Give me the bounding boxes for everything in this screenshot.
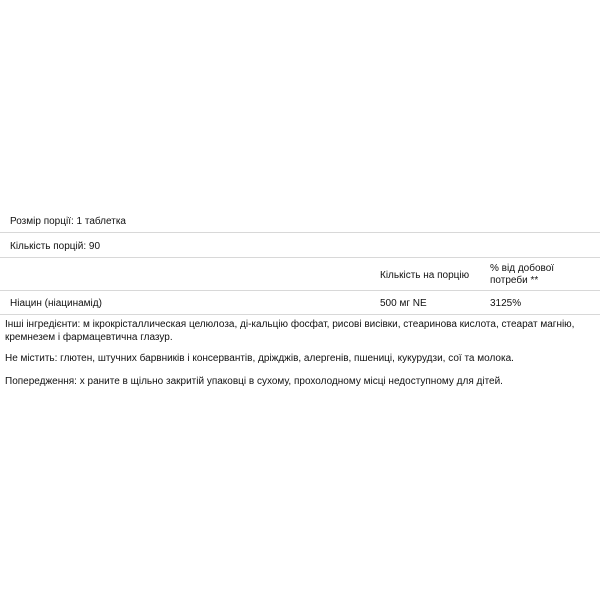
nutrient-amount: 500 мг NE: [380, 298, 427, 309]
free-of-text: Не містить: глютен, штучних барвників і консервантів, дріжджів, алергенів, пшениці, кукурудзи, сої та молока.: [5, 353, 514, 364]
table-header-row: [0, 258, 600, 291]
servings-per-container-text: Кількість порцій: 90: [10, 241, 101, 252]
amount-per-serving-header: Кількість на порцію: [380, 270, 470, 281]
serving-size-row: [0, 208, 600, 233]
nutrient-name: Ніацин (ніацинамід): [10, 298, 102, 309]
servings-per-container-row: [0, 233, 600, 258]
table-row: [0, 291, 600, 315]
other-ingredients-text: Інші інгредієнти: м ікрокрісталлическая целюлоза, ді-кальцію фосфат, рисові висівки, стеаринова кислота, стеарат магнію, кремнезем і фармацевтична глазур.: [5, 319, 575, 343]
nutrient-daily-value: 3125%: [490, 298, 522, 309]
storage-warning-text: Попередження: х раните в щільно закритій упаковці в сухому, прохолодному місці недоступному для дітей.: [5, 376, 503, 387]
serving-size-text: Розмір порції: 1 таблетка: [10, 216, 126, 227]
supplement-facts-table: [0, 208, 600, 315]
daily-value-header: % від добової потреби **: [490, 263, 555, 286]
